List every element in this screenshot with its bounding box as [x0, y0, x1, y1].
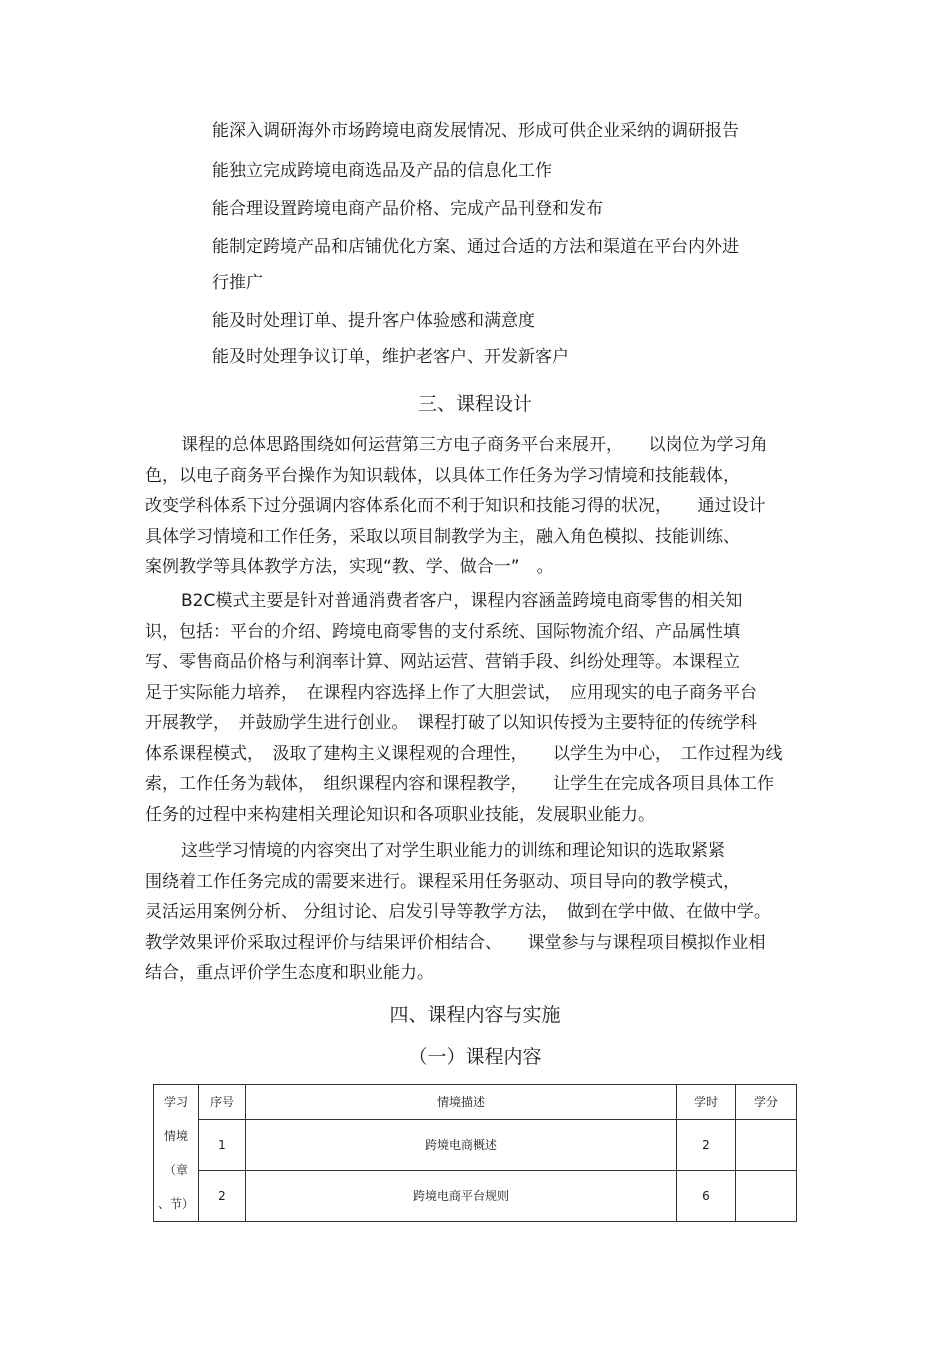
paragraph-line: 具体学习情境和工作任务，采取以项目制教学为主，融入角色模拟、技能训练、 — [145, 526, 740, 547]
cell-hours: 6 — [677, 1170, 736, 1221]
cell-desc: 跨境电商概述 — [246, 1119, 677, 1170]
side-label-line: 学习 — [163, 1095, 188, 1109]
learning-situation-label-cell — [154, 1085, 199, 1222]
cell-seq: 2 — [199, 1170, 246, 1221]
ability-item: 行推广 — [212, 273, 263, 293]
ability-item: 能制定跨境产品和店铺优化方案、通过合适的方法和渠道在平台内外进 — [212, 237, 739, 257]
paragraph-line: 这些学习情境的内容突出了对学生职业能力的训练和理论知识的选取紧紧 — [181, 841, 725, 861]
paragraph-b2c-model — [145, 586, 805, 830]
paragraph-line: 灵活运用案例分析、 分组讨论、启发引导等教学方法， 做到在学中做、在做中学。 — [145, 902, 771, 922]
paragraph-line: B2C模式主要是针对普通消费者客户，课程内容涵盖跨境电商零售的相关知 — [181, 591, 743, 611]
ability-item: 能及时处理订单、提升客户体验感和满意度 — [212, 311, 535, 331]
paragraph-line: 围绕着工作任务完成的需要来进行。课程采用任务驱动、项目导向的教学模式， — [145, 871, 740, 892]
paragraph-line: 索，工作任务为载体， 组织课程内容和课程教学， 让学生在完成各项目具体工作 — [145, 774, 774, 794]
paragraph-line: 结合，重点评价学生态度和职业能力。 — [145, 963, 434, 983]
side-label-line: （章 — [163, 1163, 188, 1177]
side-label-line: 、节） — [157, 1197, 194, 1211]
header-desc: 情境描述 — [246, 1085, 677, 1120]
header-seq: 序号 — [199, 1085, 246, 1120]
ability-item: 能合理设置跨境电商产品价格、完成产品刊登和发布 — [212, 199, 603, 219]
paragraph-line: 开展教学， 并鼓励学生进行创业。 课程打破了以知识传授为主要特征的传统学科 — [145, 713, 757, 733]
section-heading-course-design: 三、课程设计 — [417, 393, 532, 415]
subsection-heading-content: （一）课程内容 — [408, 1046, 542, 1068]
table-row — [154, 1119, 797, 1170]
paragraph-line: 足于实际能力培养， 在课程内容选择上作了大胆尝试， 应用现实的电子商务平台 — [145, 682, 757, 703]
side-label-line: 情境 — [163, 1129, 188, 1143]
paragraph-overall-approach — [145, 430, 805, 583]
ability-item: 能深入调研海外市场跨境电商发展情况、形成可供企业采纳的调研报告 — [212, 121, 739, 141]
course-content-table — [153, 1084, 797, 1222]
header-hours: 学时 — [677, 1085, 736, 1120]
cell-desc: 跨境电商平台规则 — [246, 1170, 677, 1221]
table-header-row — [154, 1085, 797, 1120]
table-row — [154, 1170, 797, 1221]
section-heading-course-content: 四、课程内容与实施 — [389, 1004, 561, 1026]
paragraph-line: 案例教学等具体教学方法，实现“教、学、做合一” 。 — [145, 557, 554, 577]
paragraph-line: 课程的总体思路围绕如何运营第三方电子商务平台来展开， 以岗位为学习角 — [181, 435, 768, 455]
paragraph-line: 识，包括：平台的介绍、跨境电商零售的支付系统、国际物流介绍、产品属性填 — [145, 621, 740, 642]
paragraph-line: 写、零售商品价格与利润率计算、网站运营、营销手段、纠纷处理等。本课程立 — [145, 652, 740, 672]
paragraph-learning-situations — [145, 836, 805, 989]
cell-seq: 1 — [199, 1119, 246, 1170]
cell-hours: 2 — [677, 1119, 736, 1170]
cell-credit — [736, 1170, 797, 1221]
paragraph-line: 色，以电子商务平台操作为知识载体，以具体工作任务为学习情境和技能载体， — [145, 465, 740, 486]
paragraph-line: 体系课程模式， 汲取了建构主义课程观的合理性， 以学生为中心， 工作过程为线 — [145, 743, 783, 764]
ability-item: 能及时处理争议订单，维护老客户、开发新客户 — [212, 347, 569, 367]
paragraph-line: 教学效果评价采取过程评价与结果评价相结合、 课堂参与与课程项目模拟作业相 — [145, 932, 766, 953]
paragraph-line: 改变学科体系下过分强调内容体系化而不利于知识和技能习得的状况， 通过设计 — [145, 496, 766, 516]
ability-item: 能独立完成跨境电商选品及产品的信息化工作 — [212, 161, 552, 181]
cell-credit — [736, 1119, 797, 1170]
paragraph-line: 任务的过程中来构建相关理论知识和各项职业技能，发展职业能力。 — [145, 804, 655, 825]
header-credit: 学分 — [736, 1085, 797, 1120]
